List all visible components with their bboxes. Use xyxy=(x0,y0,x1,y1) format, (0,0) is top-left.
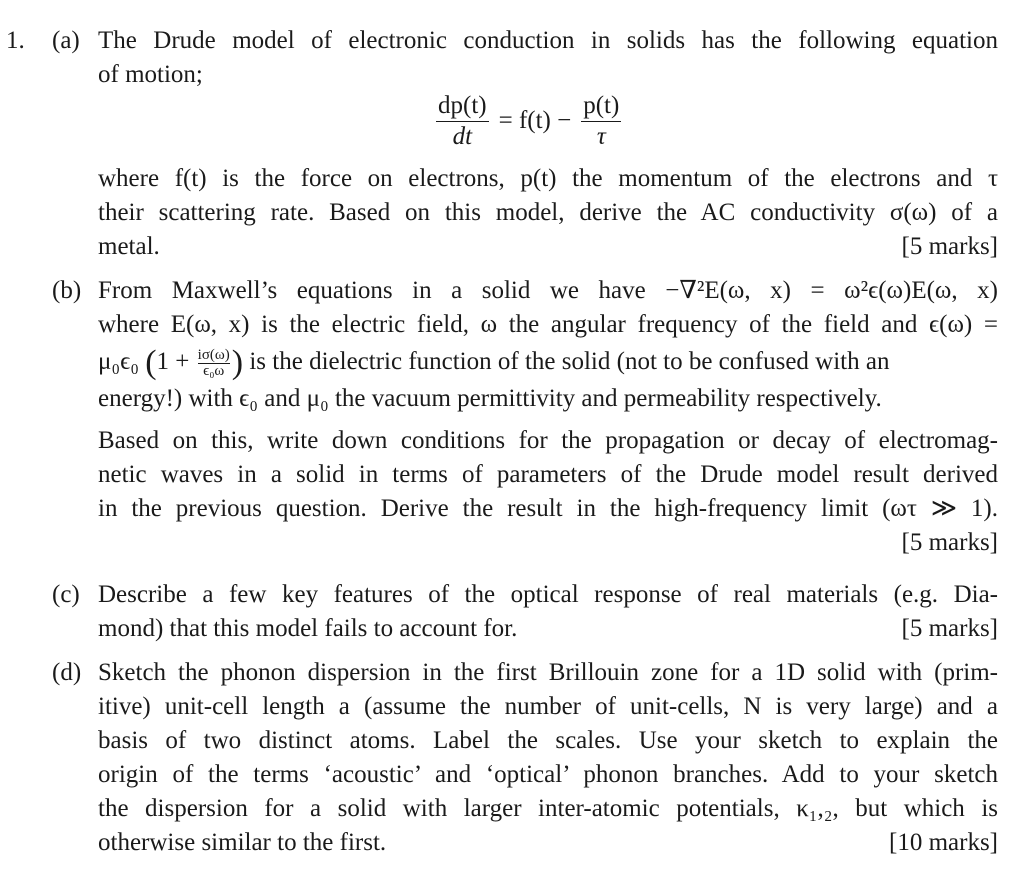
part-b-marks: [5 marks] xyxy=(901,529,998,556)
part-d-body xyxy=(98,656,998,860)
part-b-line3-suffix: is the dielectric function of the solid (not to be confused with an xyxy=(249,348,890,375)
part-c-label: (c) xyxy=(52,581,80,608)
eq-lhs-denominator: dt xyxy=(452,122,473,150)
part-a-body xyxy=(98,162,998,264)
part-a-intro-line2: of motion; xyxy=(98,61,203,88)
part-b-label: (b) xyxy=(52,277,82,304)
eq-rhs-denominator: τ xyxy=(596,122,606,150)
part-c-line1: Describe a few key features of the optical response of real materials (e.g. Dia- xyxy=(98,581,998,608)
part-b-line5: Based on this, write down conditions for the propagation or decay of electromag- xyxy=(98,427,998,454)
part-b-line4: energy!) with ϵ₀ and μ₀ the vacuum permittivity and permeability respectively. xyxy=(98,385,882,412)
drude-equation xyxy=(430,86,627,156)
eq-middle: = f(t) − xyxy=(498,107,572,134)
eq-rhs-fraction xyxy=(581,91,621,152)
part-d-line6: otherwise similar to the first. xyxy=(98,829,387,856)
part-a-intro xyxy=(98,24,998,92)
part-a-body-line2: their scattering rate. Based on this model, derive the AC conductivity σ(ω) of a xyxy=(98,199,998,226)
part-d-line5: the dispersion for a solid with larger inter-atomic potentials, κ₁,₂, but which is xyxy=(98,795,998,822)
part-d-line2: itive) unit-cell length a (assume the number of unit-cells, N is very large) and a xyxy=(98,693,998,720)
part-a-body-line1: where f(t) is the force on electrons, p(t) the momentum of the electrons and τ xyxy=(98,165,998,192)
part-a-intro-line1: The Drude model of electronic conduction in solids has the following equation xyxy=(98,27,998,54)
part-b-line2: where E(ω, x) is the electric field, ω the angular frequency of the field and ϵ(ω) = xyxy=(98,311,998,338)
part-d-line3: basis of two distinct atoms. Label the scales. Use your sketch to explain the xyxy=(98,727,998,754)
part-b-body xyxy=(98,274,998,560)
part-c-line2: mond) that this model fails to account for. xyxy=(98,615,518,642)
part-b-line3-prefix: μ₀ϵ₀ xyxy=(98,348,139,375)
eq-lhs-numerator: dp(t) xyxy=(438,91,487,119)
eq-lhs-fraction xyxy=(436,91,489,152)
part-b-line6: netic waves in a solid in terms of parameters of the Drude model result derived xyxy=(98,461,998,488)
part-a-label: (a) xyxy=(52,27,80,54)
part-d-marks: [10 marks] xyxy=(889,829,998,856)
part-b-line7: in the previous question. Derive the result in the high-frequency limit (ωτ ≫ 1). xyxy=(98,495,998,522)
part-c-marks: [5 marks] xyxy=(901,615,998,642)
part-b-line1: From Maxwell’s equations in a solid we have −∇²E(ω, x) = ω²ϵ(ω)E(ω, x) xyxy=(98,277,998,304)
part-b-line3-fraction xyxy=(198,348,230,379)
part-d-line4: origin of the terms ‘acoustic’ and ‘optical’ phonon branches. Add to your sketch xyxy=(98,761,998,788)
eq-rhs-numerator: p(t) xyxy=(583,91,620,119)
part-a-body-line3: metal. xyxy=(98,233,160,260)
part-b-line3: μ₀ϵ₀ (1 + $\frac{i\sigma(\omega)}{\text{ϵ₀ω}}$ ) is the dielectric function of the solid (not to be confused with an xyxy=(98,344,890,381)
part-b-frac-num: iσ(ω) xyxy=(197,346,230,363)
part-d-label: (d) xyxy=(52,659,82,686)
question-number: 1. xyxy=(6,27,25,54)
part-c-body xyxy=(98,578,998,646)
part-d-line1: Sketch the phonon dispersion in the first Brillouin zone for a 1D solid with (prim- xyxy=(98,659,998,686)
part-b-frac-den: ϵ₀ω xyxy=(203,362,225,379)
part-a-marks: [5 marks] xyxy=(901,233,998,260)
